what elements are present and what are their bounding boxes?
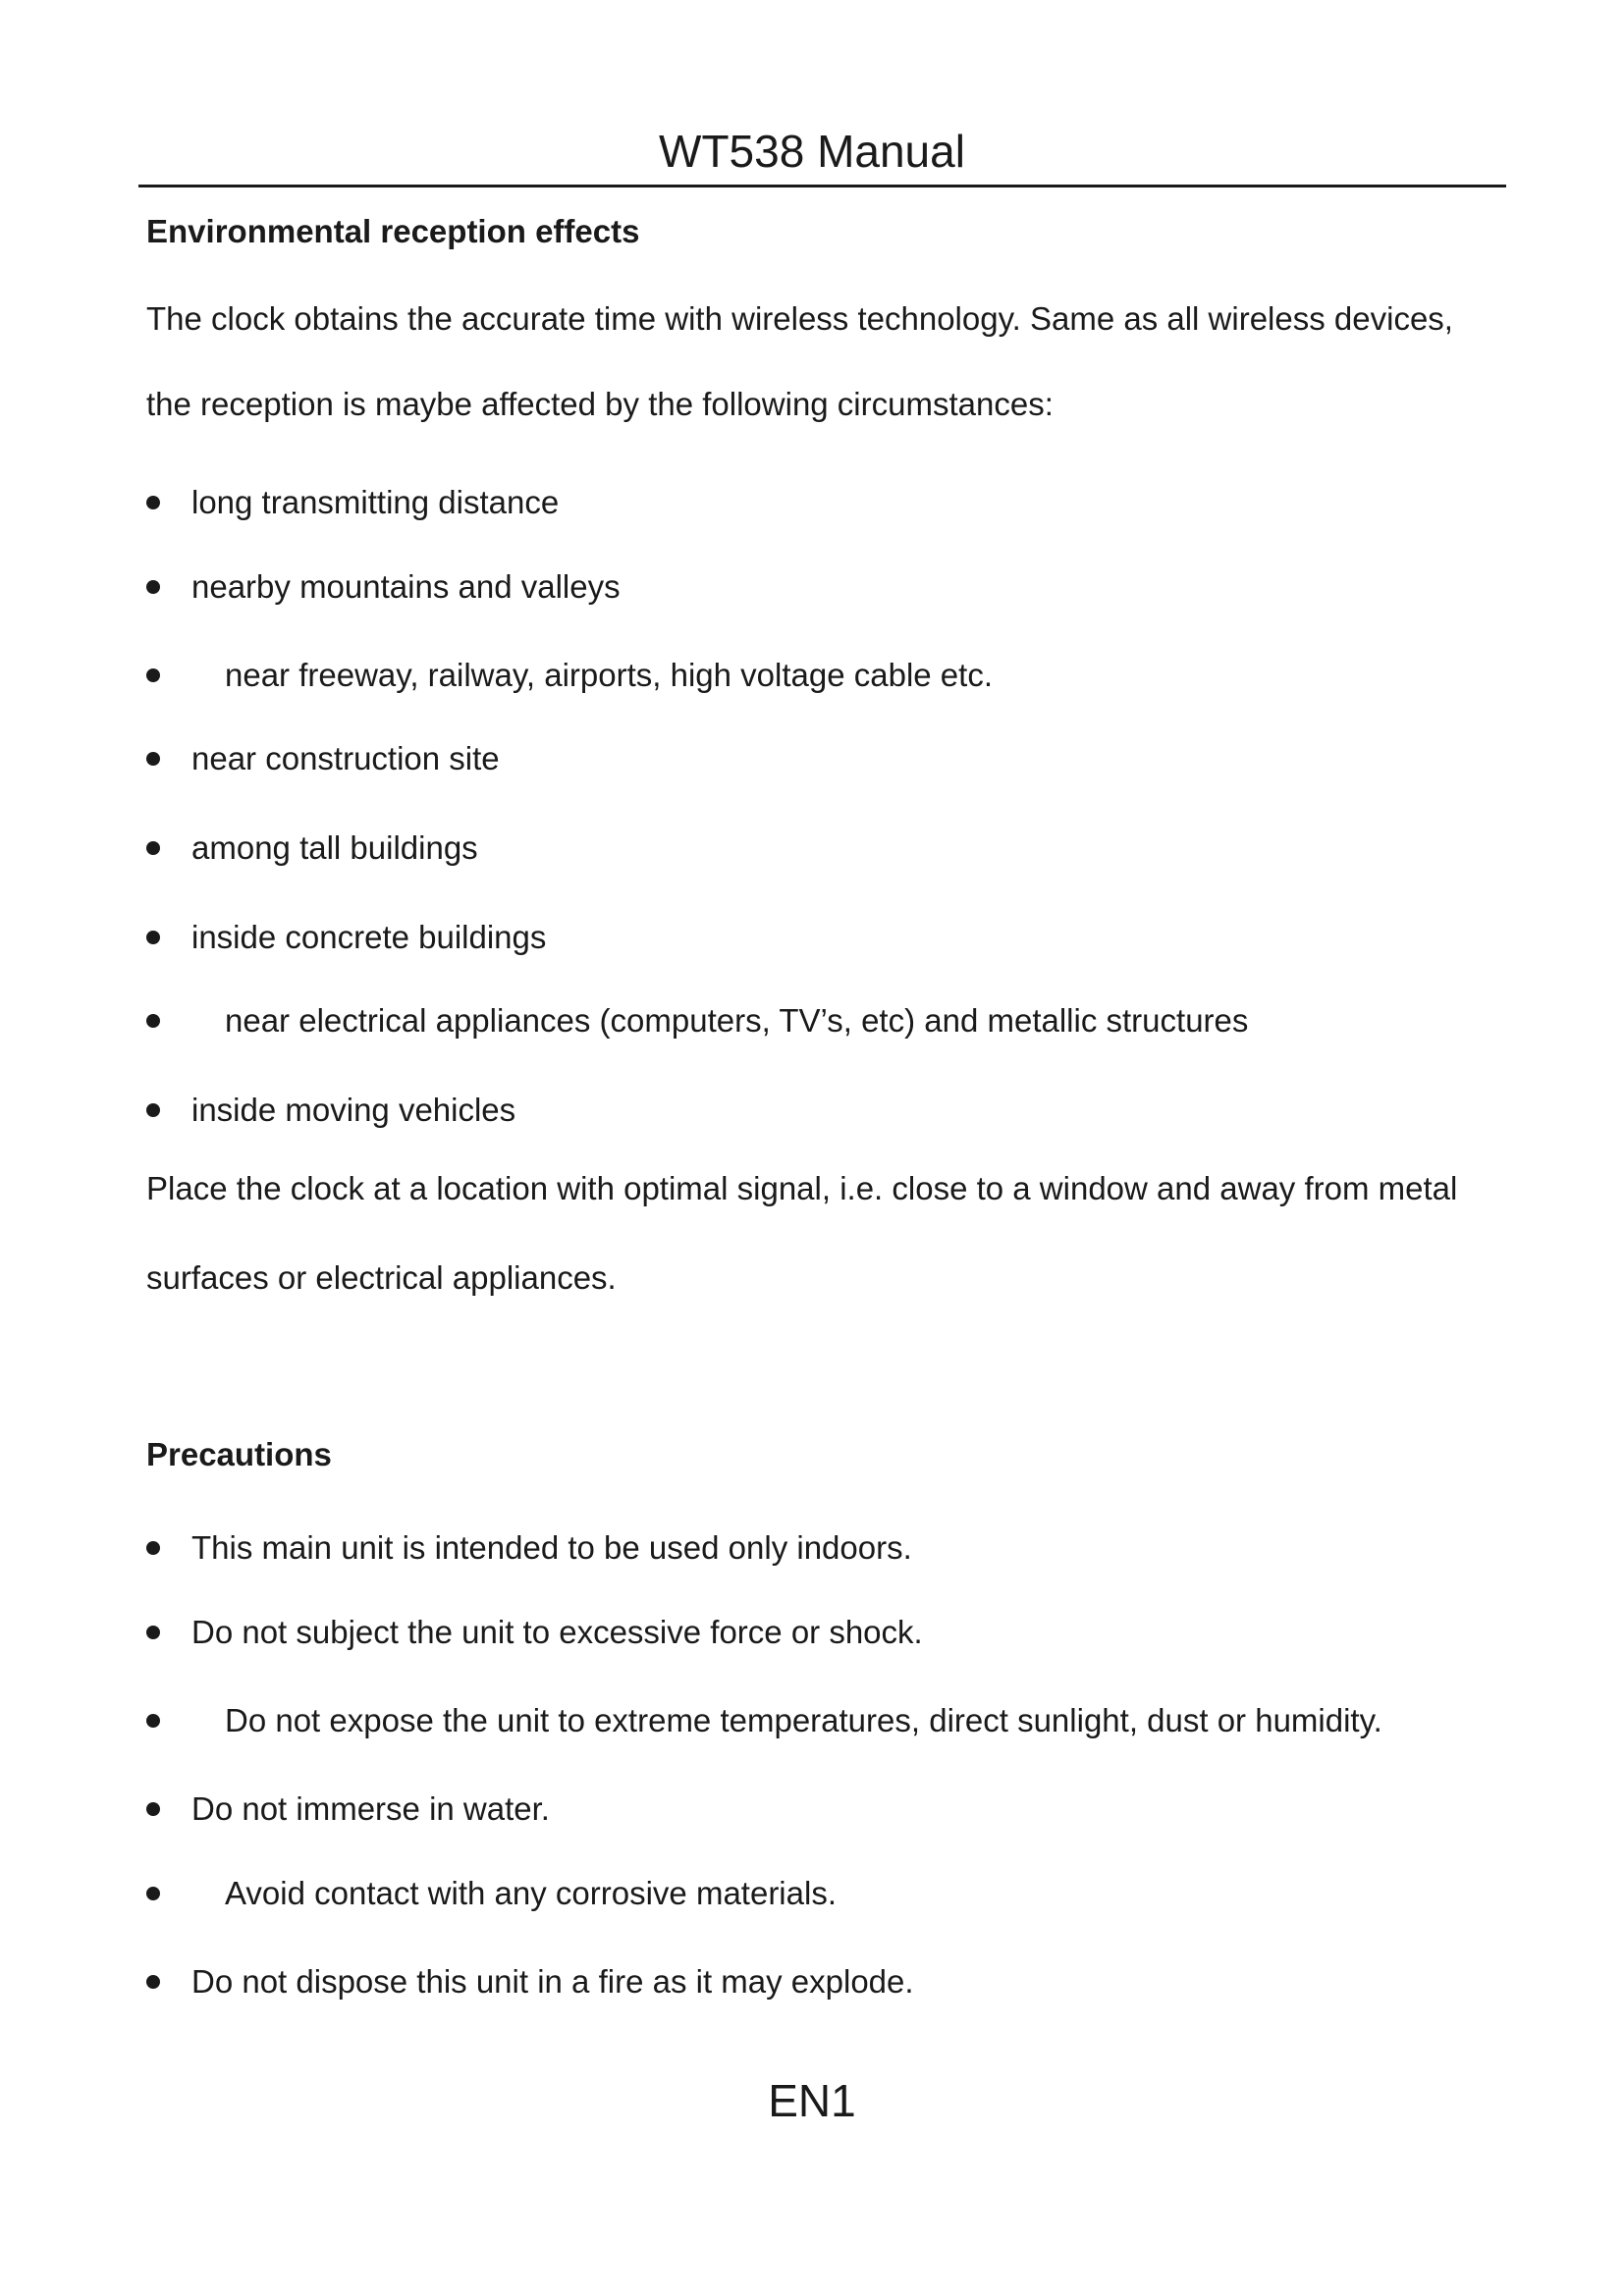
reception-advice-line-2: surfaces or electrical appliances. — [146, 1259, 617, 1296]
list-item-text: inside moving vehicles — [191, 1092, 516, 1128]
reception-intro-line-1: The clock obtains the accurate time with wireless technology. Same as all wireless devices, — [146, 300, 1453, 337]
page-title: WT538 Manual — [659, 126, 965, 177]
list-item-text: Do not expose the unit to extreme temperatures, direct sunlight, dust or humidity. — [225, 1702, 1382, 1738]
list-item-text: Do not dispose this unit in a fire as it may explode. — [191, 1963, 914, 2000]
bullet-icon — [146, 1626, 160, 1639]
list-item-text: inside concrete buildings — [191, 919, 547, 955]
list-item-text: long transmitting distance — [191, 484, 560, 520]
bullet-icon — [146, 668, 160, 682]
page-number: EN1 — [768, 2075, 856, 2126]
list-item-text: Do not subject the unit to excessive force or shock. — [191, 1614, 923, 1650]
list-item-text: Avoid contact with any corrosive materials. — [225, 1875, 837, 1911]
list-item-text: This main unit is intended to be used only indoors. — [191, 1529, 912, 1566]
bullet-icon — [146, 1887, 160, 1900]
list-item-text: Do not immerse in water. — [191, 1790, 550, 1827]
bullet-icon — [146, 752, 160, 766]
list-item-text: near construction site — [191, 740, 500, 776]
bullet-icon — [146, 1975, 160, 1989]
bullet-icon — [146, 841, 160, 855]
bullet-icon — [146, 1014, 160, 1028]
bullet-icon — [146, 496, 160, 509]
bullet-icon — [146, 931, 160, 944]
bullet-icon — [146, 1714, 160, 1728]
bullet-icon — [146, 580, 160, 594]
list-item-text: among tall buildings — [191, 829, 478, 866]
list-item-text: near electrical appliances (computers, TV’s, etc) and metallic structures — [225, 1002, 1249, 1039]
bullet-icon — [146, 1103, 160, 1117]
title-divider — [138, 185, 1506, 187]
bullet-icon — [146, 1802, 160, 1816]
reception-advice-line-1: Place the clock at a location with optimal signal, i.e. close to a window and away from metal — [146, 1170, 1458, 1206]
bullet-icon — [146, 1541, 160, 1555]
list-item-text: near freeway, railway, airports, high voltage cable etc. — [225, 657, 993, 693]
list-item-text: nearby mountains and valleys — [191, 568, 621, 605]
reception-heading: Environmental reception effects — [146, 213, 640, 249]
precautions-heading: Precautions — [146, 1436, 332, 1472]
reception-intro-line-2: the reception is maybe affected by the following circumstances: — [146, 386, 1054, 422]
